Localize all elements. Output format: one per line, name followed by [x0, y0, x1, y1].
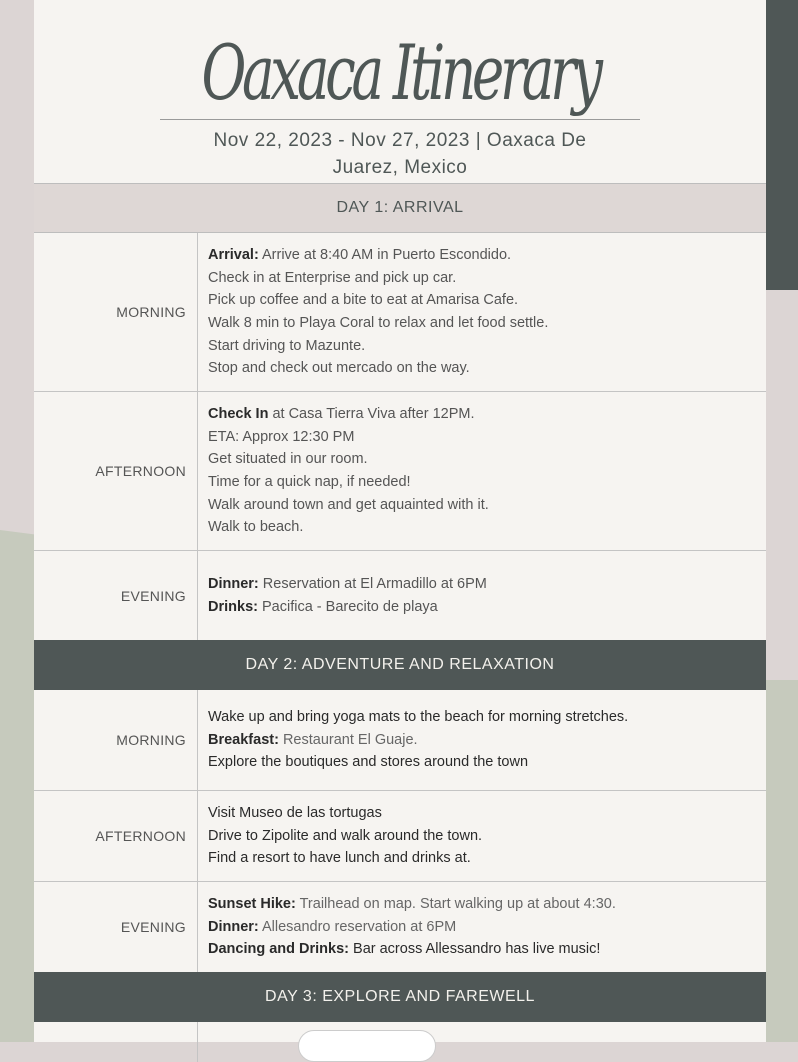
- activity-line: Dinner: Allesandro reservation at 6PM: [208, 918, 457, 935]
- day-1-evening-row: [34, 551, 766, 640]
- trip-dates-location: Nov 22, 2023 - Nov 27, 2023 | Oaxaca De Juarez, Mexico: [213, 130, 587, 178]
- day-2-morning-row: [34, 690, 766, 791]
- header: [34, 0, 766, 183]
- activity-line: Time for a quick nap, if needed!: [208, 474, 411, 490]
- activity-line: ETA: Approx 12:30 PM: [208, 428, 355, 445]
- slot-label: AFTERNOON: [34, 791, 198, 881]
- title-divider: [160, 119, 640, 120]
- slot-content: [198, 233, 766, 391]
- activity-line: Walk 8 min to Playa Coral to relax and let food settle.: [208, 315, 549, 331]
- slot-label: AFTERNOON: [34, 392, 198, 550]
- activity-line: Check In at Casa Tierra Viva after 12PM.: [208, 405, 475, 422]
- activity-line: Drive to Zipolite and walk around the town.: [208, 827, 483, 844]
- slot-content: [198, 392, 766, 550]
- activity-line: Drinks: Pacifica - Barecito de playa: [208, 598, 438, 615]
- activity-line: Find a resort to have lunch and drinks at.: [208, 850, 471, 867]
- itinerary-sheet: [34, 0, 766, 1042]
- activity-line: Dancing and Drinks: Bar across Allessandro has live music!: [208, 941, 601, 958]
- activity-line: Get situated in our room.: [208, 451, 368, 468]
- activity-line: Breakfast: Restaurant El Guaje.: [208, 731, 418, 748]
- day-2-heading: DAY 2: ADVENTURE AND RELAXATION: [34, 640, 766, 690]
- day-1-heading: DAY 1: ARRIVAL: [34, 183, 766, 233]
- activity-line: Start driving to Mazunte.: [208, 337, 366, 354]
- activity-line: Walk around town and get aquainted with it.: [208, 496, 489, 513]
- day-2-afternoon-row: [34, 791, 766, 882]
- activity-line: Stop and check out mercado on the way.: [208, 360, 470, 377]
- day-3-heading: DAY 3: EXPLORE AND FAREWELL: [34, 972, 766, 1022]
- slot-content: [198, 551, 766, 640]
- activity-line: Explore the boutiques and stores around the town: [208, 754, 529, 771]
- activity-line: Walk to beach.: [208, 519, 304, 536]
- activity-line: Sunset Hike: Trailhead on map. Start walking up at about 4:30.: [208, 895, 616, 912]
- slot-label: MORNING: [34, 233, 198, 391]
- activity-line: Visit Museo de las tortugas: [208, 804, 382, 821]
- page-title: Oaxaca Itinerary: [201, 28, 599, 117]
- slot-label: EVENING: [34, 882, 198, 972]
- activity-line: Check in at Enterprise and pick up car.: [208, 269, 457, 286]
- slot-content: [198, 882, 766, 972]
- day-2-evening-row: [34, 882, 766, 972]
- slot-content: [198, 690, 766, 790]
- slot-content: [198, 1022, 766, 1062]
- slot-label: MORNING: [34, 690, 198, 790]
- slot-content: [198, 791, 766, 881]
- slot-label: EVENING: [34, 551, 198, 640]
- activity-line: Wake up and bring yoga mats to the beach for morning stretches.: [208, 708, 629, 725]
- day-1-afternoon-row: [34, 392, 766, 551]
- activity-line: Dinner: Reservation at El Armadillo at 6PM: [208, 575, 487, 592]
- floating-pill: [298, 1030, 436, 1062]
- activity-line: Arrival: Arrive at 8:40 AM in Puerto Escondido.: [208, 246, 512, 263]
- day-1-morning-row: [34, 233, 766, 392]
- activity-line: Pick up coffee and a bite to eat at Amarisa Cafe.: [208, 292, 519, 309]
- slot-label: [34, 1022, 198, 1062]
